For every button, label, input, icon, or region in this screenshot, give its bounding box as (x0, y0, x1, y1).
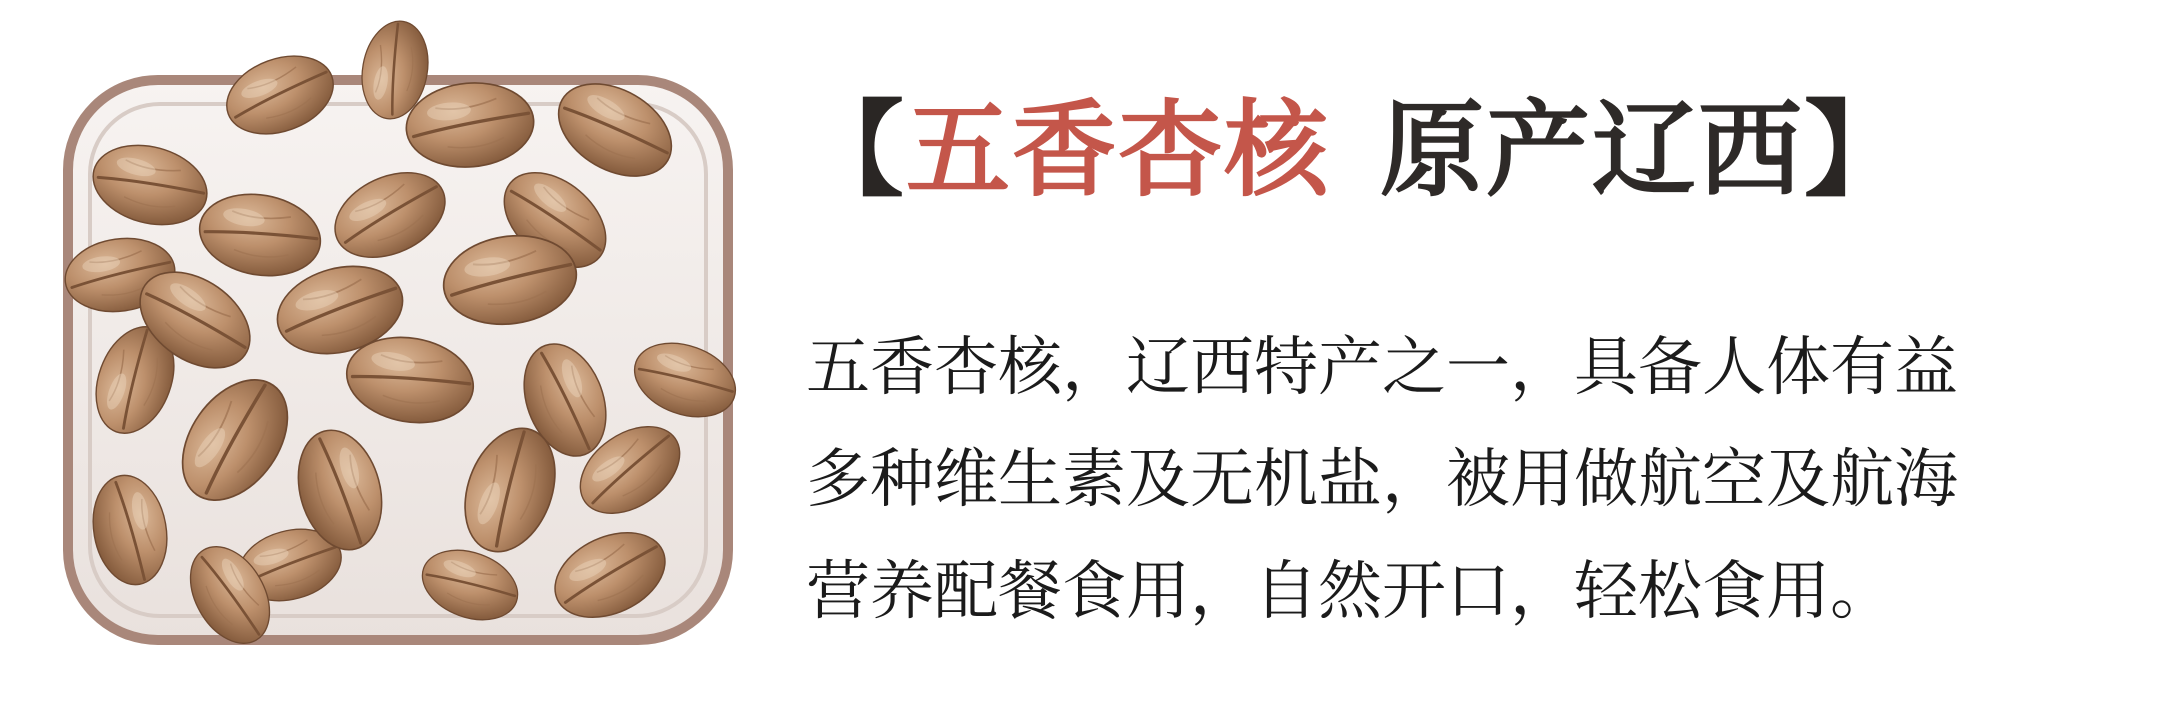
description-line: 多种维生素及无机盐，被用做航空及航海 (806, 443, 1958, 517)
headline-open-bracket: 【 (800, 88, 907, 211)
headline (800, 88, 1911, 211)
headline-product-name: 五香杏核 (906, 88, 1331, 211)
product-description (806, 312, 2161, 648)
description-line: 营养配餐食用，自然开口，轻松食用。 (806, 555, 1894, 629)
headline-origin: 原产辽西 (1380, 88, 1805, 211)
apricot-pits-bowl-image (40, 20, 760, 670)
headline-close-bracket: 】 (1804, 88, 1911, 211)
description-line: 五香杏核，辽西特产之一，具备人体有益 (806, 331, 1958, 405)
